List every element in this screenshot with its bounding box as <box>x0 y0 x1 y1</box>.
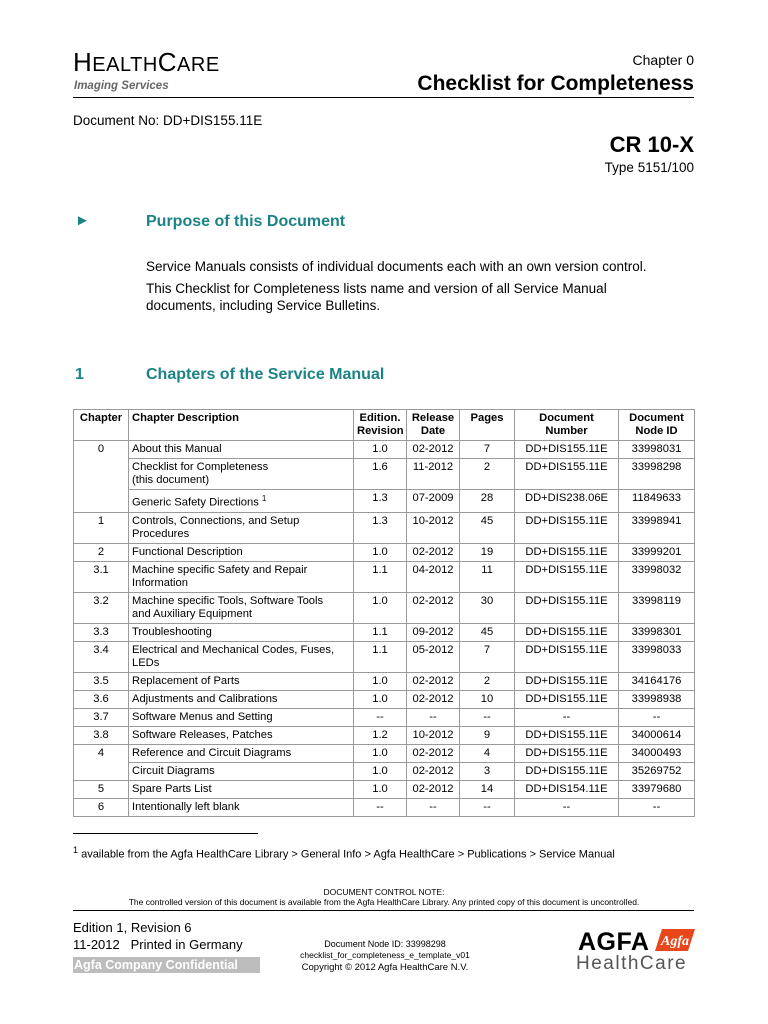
cell-edition: 1.0 <box>354 441 407 459</box>
col-header-pages: Pages <box>460 410 515 441</box>
col-header-release-date: Release Date <box>407 410 460 441</box>
cell-pages: 19 <box>460 543 515 561</box>
cell-chapter: 2 <box>74 543 129 561</box>
brand-subtitle: Imaging Services <box>74 80 169 92</box>
agfa-logo-icon <box>655 929 695 951</box>
agfa-logo-word: AGFA <box>578 928 650 956</box>
cell-edition: 1.1 <box>354 623 407 641</box>
cell-chapter: 3.1 <box>74 561 129 592</box>
cell-node-id: 34000493 <box>619 744 695 762</box>
cell-node-id: 33998298 <box>619 459 695 490</box>
table-row <box>74 762 695 780</box>
table-row <box>74 459 695 490</box>
cell-release-date: 07-2009 <box>407 490 460 513</box>
cell-chapter <box>74 459 129 490</box>
cell-pages: 28 <box>460 490 515 513</box>
cell-chapter: 0 <box>74 441 129 459</box>
cell-chapter: 3.8 <box>74 726 129 744</box>
cell-chapter <box>74 762 129 780</box>
cell-release-date: 02-2012 <box>407 744 460 762</box>
cell-pages: 3 <box>460 762 515 780</box>
cell-document-number: -- <box>515 708 619 726</box>
svg-text:Agfa: Agfa <box>661 934 689 949</box>
cell-node-id: 33998031 <box>619 441 695 459</box>
cell-edition: 1.0 <box>354 592 407 623</box>
cell-release-date: 10-2012 <box>407 726 460 744</box>
cell-description: Troubleshooting <box>129 623 354 641</box>
cell-release-date: -- <box>407 798 460 816</box>
cell-node-id: -- <box>619 798 695 816</box>
cell-node-id: 34164176 <box>619 672 695 690</box>
cell-pages: 9 <box>460 726 515 744</box>
cell-release-date: 11-2012 <box>407 459 460 490</box>
cell-pages: 10 <box>460 690 515 708</box>
col-header-document-number: Document Number <box>515 410 619 441</box>
table-row <box>74 592 695 623</box>
table-row <box>74 690 695 708</box>
cell-document-number: DD+DIS155.11E <box>515 690 619 708</box>
table-row <box>74 561 695 592</box>
cell-description: Software Menus and Setting <box>129 708 354 726</box>
cell-edition: 1.1 <box>354 641 407 672</box>
table-row <box>74 641 695 672</box>
cell-edition: 1.0 <box>354 744 407 762</box>
cell-pages: 7 <box>460 441 515 459</box>
footer-divider <box>73 910 694 911</box>
copyright: Copyright © 2012 Agfa HealthCare N.V. <box>301 962 469 973</box>
cell-document-number: DD+DIS155.11E <box>515 762 619 780</box>
cell-node-id: 34000614 <box>619 726 695 744</box>
cell-node-id: 33998941 <box>619 512 695 543</box>
cell-document-number: DD+DIS155.11E <box>515 512 619 543</box>
cell-document-number: DD+DIS154.11E <box>515 780 619 798</box>
table-row <box>74 623 695 641</box>
cell-document-number: DD+DIS155.11E <box>515 543 619 561</box>
table-row <box>74 744 695 762</box>
cell-pages: 2 <box>460 672 515 690</box>
cell-edition: 1.3 <box>354 512 407 543</box>
cell-document-number: DD+DIS155.11E <box>515 672 619 690</box>
chapter-label: Chapter 0 <box>632 52 694 68</box>
col-header-edition: Edition. Revision <box>354 410 407 441</box>
arrow-right-icon: ► <box>75 212 90 229</box>
cell-chapter: 4 <box>74 744 129 762</box>
cell-release-date: 09-2012 <box>407 623 460 641</box>
purpose-paragraph-1: Service Manuals consists of individual documents each with an own version control. <box>146 259 647 274</box>
cell-edition: 1.1 <box>354 561 407 592</box>
cell-document-number: DD+DIS155.11E <box>515 441 619 459</box>
table-row <box>74 798 695 816</box>
cell-chapter: 3.7 <box>74 708 129 726</box>
cell-release-date: 02-2012 <box>407 672 460 690</box>
confidential-label: Agfa Company Confidential <box>73 957 260 973</box>
cell-chapter <box>74 490 129 513</box>
cell-chapter: 3.5 <box>74 672 129 690</box>
cell-description: Generic Safety Directions $^1$ <box>129 490 354 513</box>
cell-document-number: DD+DIS238.06E <box>515 490 619 513</box>
edition-revision: Edition 1, Revision 6 <box>73 920 192 935</box>
agfa-healthcare-word: HealthCare <box>576 953 688 974</box>
cell-document-number: DD+DIS155.11E <box>515 726 619 744</box>
table-row <box>74 726 695 744</box>
cell-pages: 45 <box>460 623 515 641</box>
cell-document-number: DD+DIS155.11E <box>515 623 619 641</box>
cell-description: Spare Parts List <box>129 780 354 798</box>
document-control-note-text: The controlled version of this document is available from the Agfa HealthCare Library. Any printed copy of this document is uncontrolled. <box>128 897 640 907</box>
cell-edition: 1.0 <box>354 762 407 780</box>
cell-node-id: 33998938 <box>619 690 695 708</box>
healthcare-brand: HEALTHCARE <box>73 47 220 77</box>
document-title: Checklist for Completeness <box>417 72 694 95</box>
cell-document-number: DD+DIS155.11E <box>515 459 619 490</box>
cell-chapter: 3.3 <box>74 623 129 641</box>
col-header-description: Chapter Description <box>129 410 354 441</box>
cell-release-date: 02-2012 <box>407 762 460 780</box>
footnote: $^1$ available from the Agfa HealthCare Library > General Info > Agfa HealthCare > Publications > Service Manual <box>73 845 615 861</box>
cell-description: Adjustments and Calibrations <box>129 690 354 708</box>
cell-release-date: 02-2012 <box>407 690 460 708</box>
cell-document-number: DD+DIS155.11E <box>515 744 619 762</box>
table-row <box>74 512 695 543</box>
cell-release-date: 02-2012 <box>407 543 460 561</box>
document-number: Document No: DD+DIS155.11E <box>73 113 263 128</box>
table-row <box>74 490 695 513</box>
cell-node-id: 33999201 <box>619 543 695 561</box>
col-header-chapter: Chapter <box>74 410 129 441</box>
cell-pages: 14 <box>460 780 515 798</box>
cell-document-number: -- <box>515 798 619 816</box>
chapters-table <box>73 409 695 817</box>
cell-description: Checklist for Completeness (this document) <box>129 459 354 490</box>
table-row <box>74 780 695 798</box>
footer-node-id: Document Node ID: 33998298 <box>324 939 446 949</box>
cell-edition: 1.0 <box>354 780 407 798</box>
table-row <box>74 672 695 690</box>
cell-chapter: 5 <box>74 780 129 798</box>
cell-release-date: 02-2012 <box>407 780 460 798</box>
cell-node-id: 33998301 <box>619 623 695 641</box>
cell-release-date: 02-2012 <box>407 592 460 623</box>
cell-chapter: 3.2 <box>74 592 129 623</box>
table-row <box>74 708 695 726</box>
cell-release-date: 04-2012 <box>407 561 460 592</box>
cell-edition: -- <box>354 708 407 726</box>
col-header-node-id: Document Node ID <box>619 410 695 441</box>
cell-node-id: 11849633 <box>619 490 695 513</box>
product-name: CR 10-X <box>609 132 694 157</box>
cell-document-number: DD+DIS155.11E <box>515 592 619 623</box>
cell-node-id: -- <box>619 708 695 726</box>
cell-chapter: 3.6 <box>74 690 129 708</box>
footnote-divider <box>73 833 258 834</box>
cell-description: Replacement of Parts <box>129 672 354 690</box>
cell-description: Software Releases, Patches <box>129 726 354 744</box>
template-name: checklist_for_completeness_e_template_v01 <box>300 950 470 960</box>
cell-pages: 30 <box>460 592 515 623</box>
cell-description: Machine specific Tools, Software Tools and Auxiliary Equipment <box>129 592 354 623</box>
cell-description: About this Manual <box>129 441 354 459</box>
cell-description: Reference and Circuit Diagrams <box>129 744 354 762</box>
cell-pages: -- <box>460 798 515 816</box>
table-row <box>74 441 695 459</box>
cell-pages: -- <box>460 708 515 726</box>
cell-edition: 1.2 <box>354 726 407 744</box>
header-divider <box>73 97 694 98</box>
cell-node-id: 33998119 <box>619 592 695 623</box>
print-date: 11-2012 Printed in Germany <box>73 937 243 952</box>
cell-description: Circuit Diagrams <box>129 762 354 780</box>
cell-edition: 1.0 <box>354 690 407 708</box>
table-header-row <box>74 410 695 441</box>
cell-document-number: DD+DIS155.11E <box>515 561 619 592</box>
cell-chapter: 1 <box>74 512 129 543</box>
section-number: 1 <box>75 366 84 383</box>
product-type: Type 5151/100 <box>604 160 694 175</box>
cell-description: Controls, Connections, and Setup Procedures <box>129 512 354 543</box>
cell-description: Intentionally left blank <box>129 798 354 816</box>
cell-description: Functional Description <box>129 543 354 561</box>
purpose-paragraph-2: This Checklist for Completeness lists name and version of all Service Manual documents, including Service Bulletins. <box>146 281 607 313</box>
cell-chapter: 6 <box>74 798 129 816</box>
cell-node-id: 33979680 <box>619 780 695 798</box>
section-heading: Chapters of the Service Manual <box>146 366 385 383</box>
cell-node-id: 33998033 <box>619 641 695 672</box>
cell-pages: 11 <box>460 561 515 592</box>
cell-document-number: DD+DIS155.11E <box>515 641 619 672</box>
cell-pages: 2 <box>460 459 515 490</box>
cell-release-date: 10-2012 <box>407 512 460 543</box>
cell-pages: 4 <box>460 744 515 762</box>
cell-release-date: 05-2012 <box>407 641 460 672</box>
purpose-heading: Purpose of this Document <box>146 213 346 230</box>
cell-release-date: -- <box>407 708 460 726</box>
cell-edition: 1.0 <box>354 672 407 690</box>
cell-pages: 7 <box>460 641 515 672</box>
cell-edition: 1.0 <box>354 543 407 561</box>
cell-edition: 1.3 <box>354 490 407 513</box>
cell-description: Machine specific Safety and Repair Information <box>129 561 354 592</box>
cell-release-date: 02-2012 <box>407 441 460 459</box>
cell-chapter: 3.4 <box>74 641 129 672</box>
cell-edition: -- <box>354 798 407 816</box>
cell-description: Electrical and Mechanical Codes, Fuses, LEDs <box>129 641 354 672</box>
table-row <box>74 543 695 561</box>
document-control-note-title: DOCUMENT CONTROL NOTE: <box>323 887 445 897</box>
cell-pages: 45 <box>460 512 515 543</box>
cell-edition: 1.6 <box>354 459 407 490</box>
cell-node-id: 33998032 <box>619 561 695 592</box>
cell-node-id: 35269752 <box>619 762 695 780</box>
